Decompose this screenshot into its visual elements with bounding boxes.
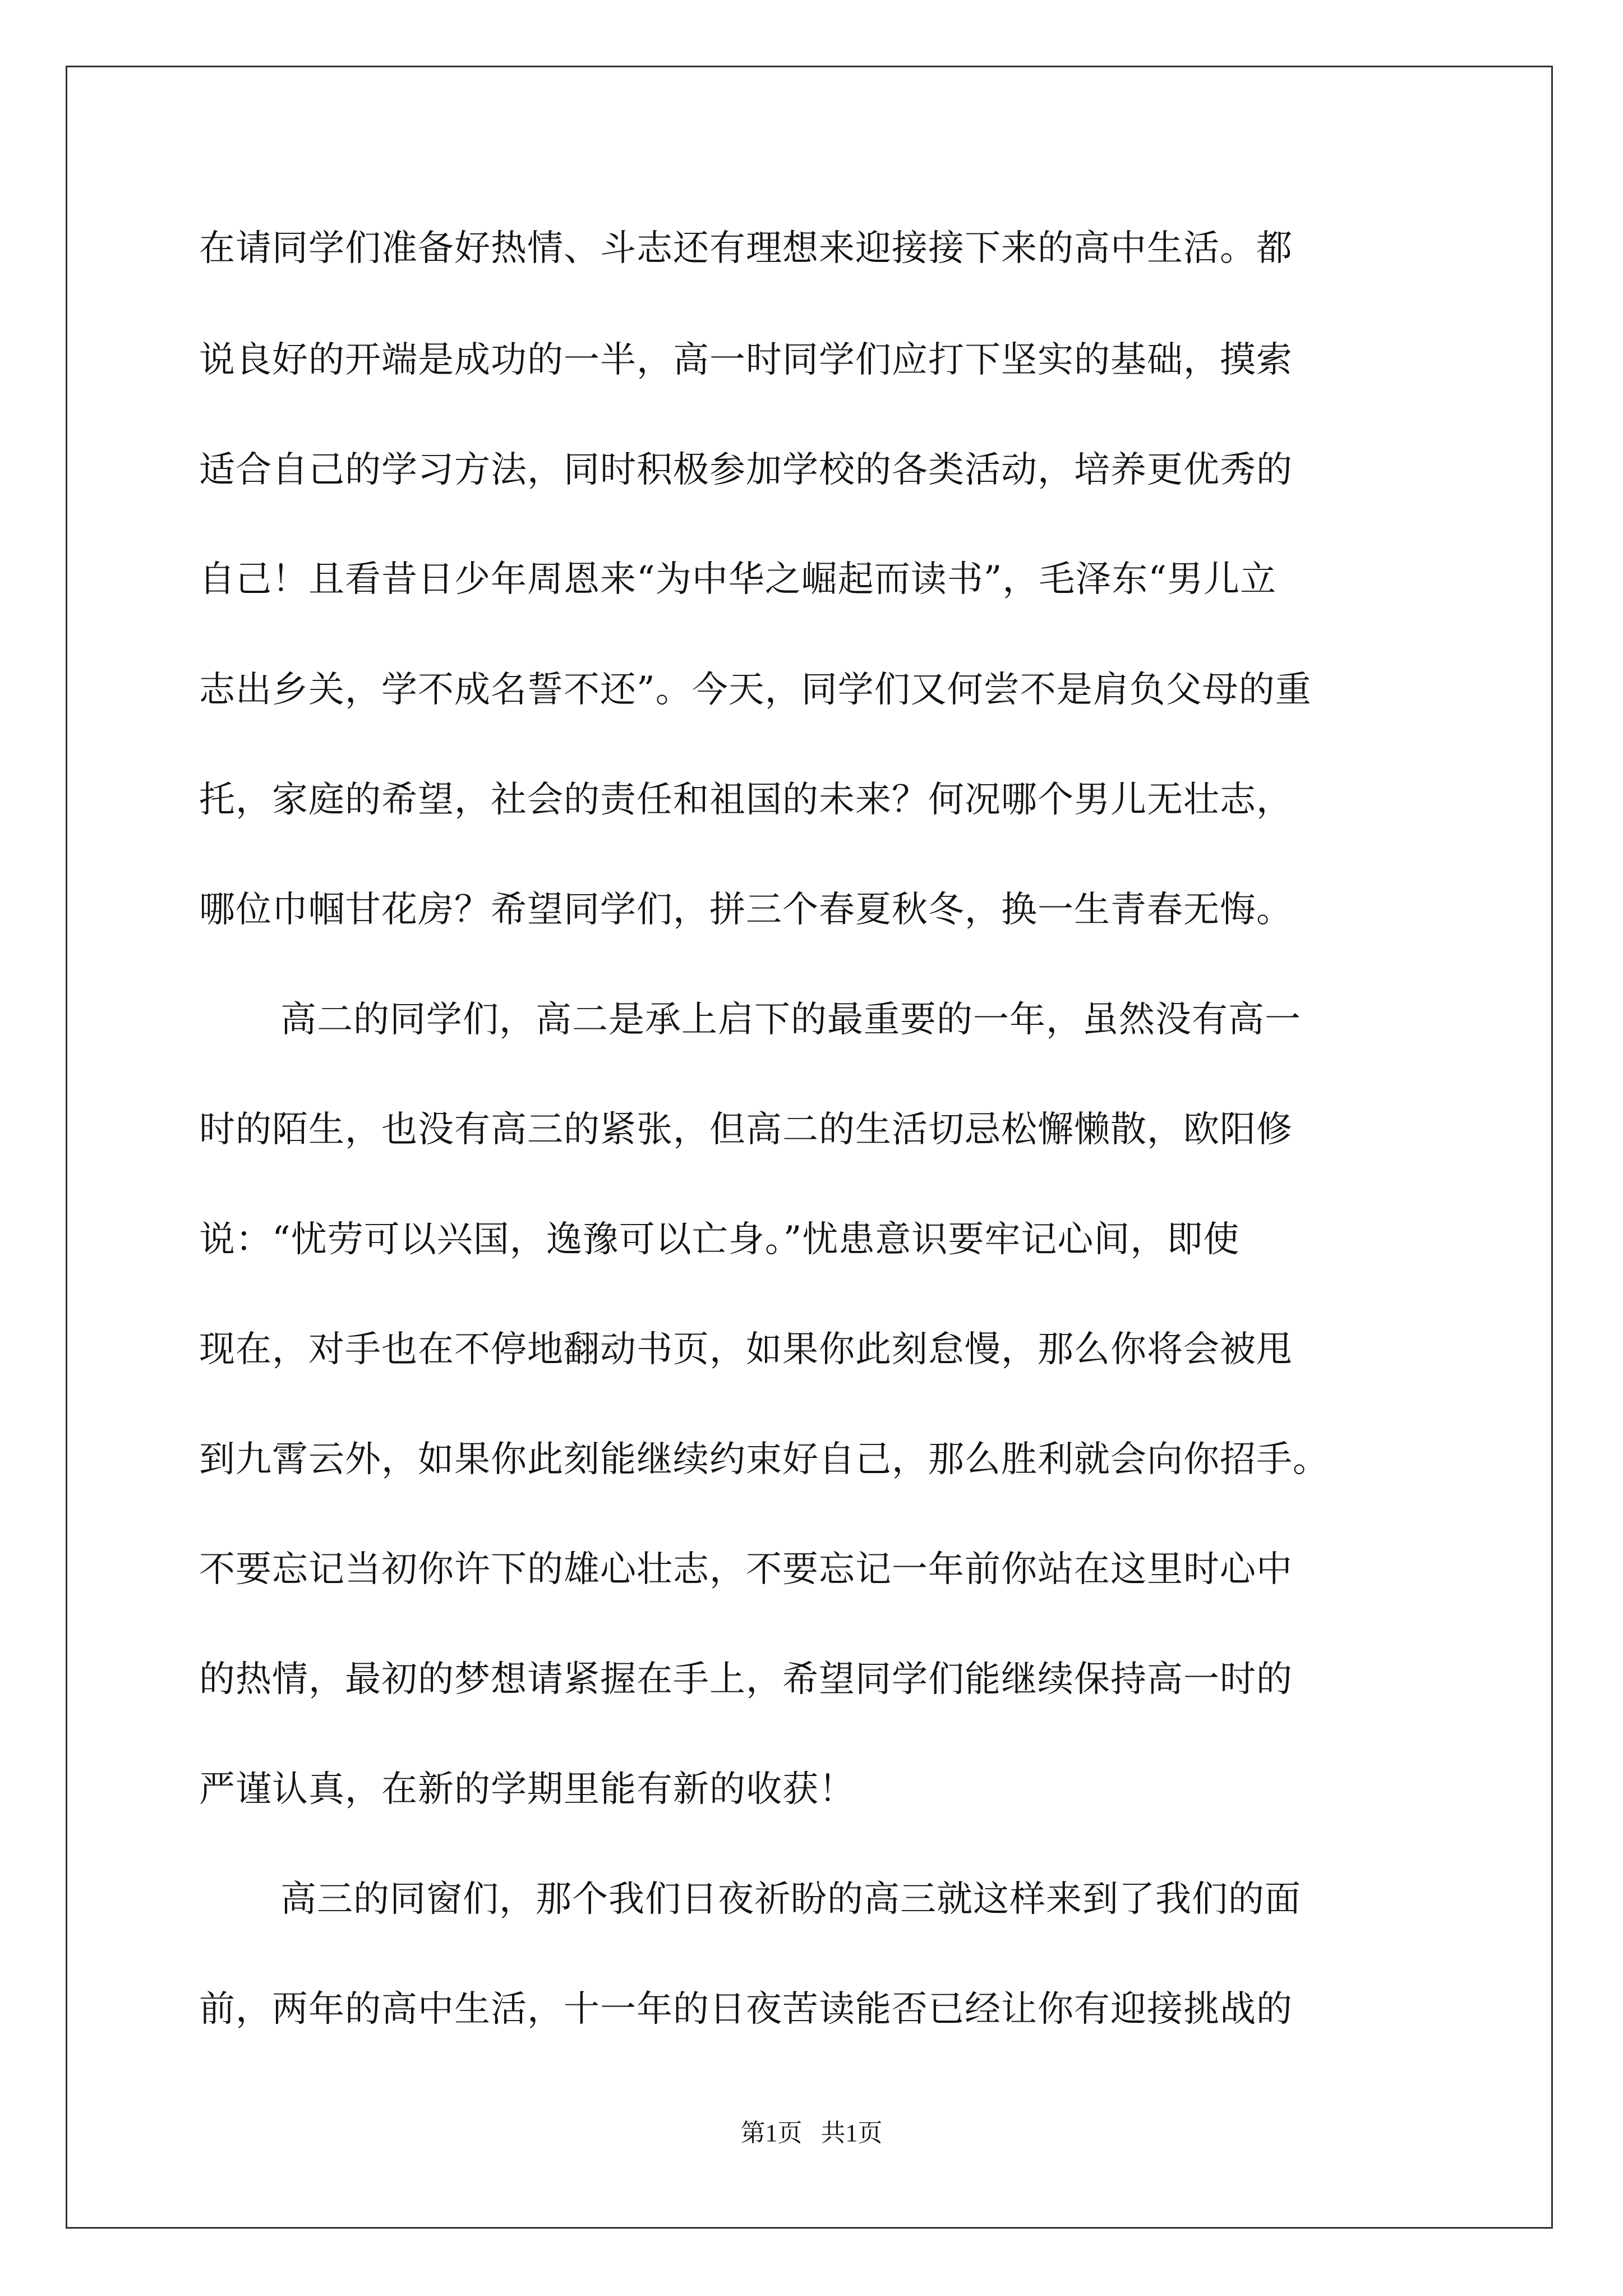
text-line: 哪位巾帼甘花房？希望同学们，拼三个春夏秋冬，换一生青春无悔。 xyxy=(199,889,1293,931)
text-line: 时的陌生，也没有高三的紧张，但高二的生活切忌松懈懒散，欧阳修 xyxy=(199,1109,1293,1151)
text-line: 前，两年的高中生活，十一年的日夜苦读能否已经让你有迎接挑战的 xyxy=(199,1989,1293,2030)
text-line: 适合自己的学习方法，同时积极参加学校的各类活动，培养更优秀的 xyxy=(199,449,1293,491)
text-line: 托，家庭的希望，社会的责任和祖国的未来？何况哪个男儿无壮志， xyxy=(199,779,1293,821)
text-line: 志出乡关，学不成名誓不还”。今天，同学们又何尝不是肩负父母的重 xyxy=(199,669,1312,711)
text-line: 的热情，最初的梦想请紧握在手上，希望同学们能继续保持高一时的 xyxy=(199,1659,1293,1700)
text-line: 说良好的开端是成功的一半，高一时同学们应打下坚实的基础，摸索 xyxy=(199,339,1293,381)
text-line: 在请同学们准备好热情、斗志还有理想来迎接接下来的高中生活。都 xyxy=(199,228,1293,269)
page-number-footer: 第1页 共1页 xyxy=(740,2119,883,2147)
text-line: 到九霄云外，如果你此刻能继续约束好自己，那么胜利就会向你招手。 xyxy=(199,1439,1329,1480)
text-line: 现在，对手也在不停地翻动书页，如果你此刻怠慢，那么你将会被甩 xyxy=(199,1329,1293,1370)
text-line: 严谨认真，在新的学期里能有新的收获！ xyxy=(199,1769,855,1810)
text-line: 不要忘记当初你许下的雄心壮志，不要忘记一年前你站在这里时心中 xyxy=(199,1549,1293,1590)
text-line: 说：“忧劳可以兴国，逸豫可以亡身。”忧患意识要牢记心间，即使 xyxy=(199,1219,1240,1260)
paragraph-first-line: 高三的同窗们，那个我们日夜祈盼的高三就这样来到了我们的面 xyxy=(280,1879,1301,1920)
paragraph-first-line: 高二的同学们，高二是承上启下的最重要的一年，虽然没有高一 xyxy=(280,999,1301,1041)
text-line: 自己！且看昔日少年周恩来“为中华之崛起而读书”，毛泽东“男儿立 xyxy=(199,559,1277,600)
